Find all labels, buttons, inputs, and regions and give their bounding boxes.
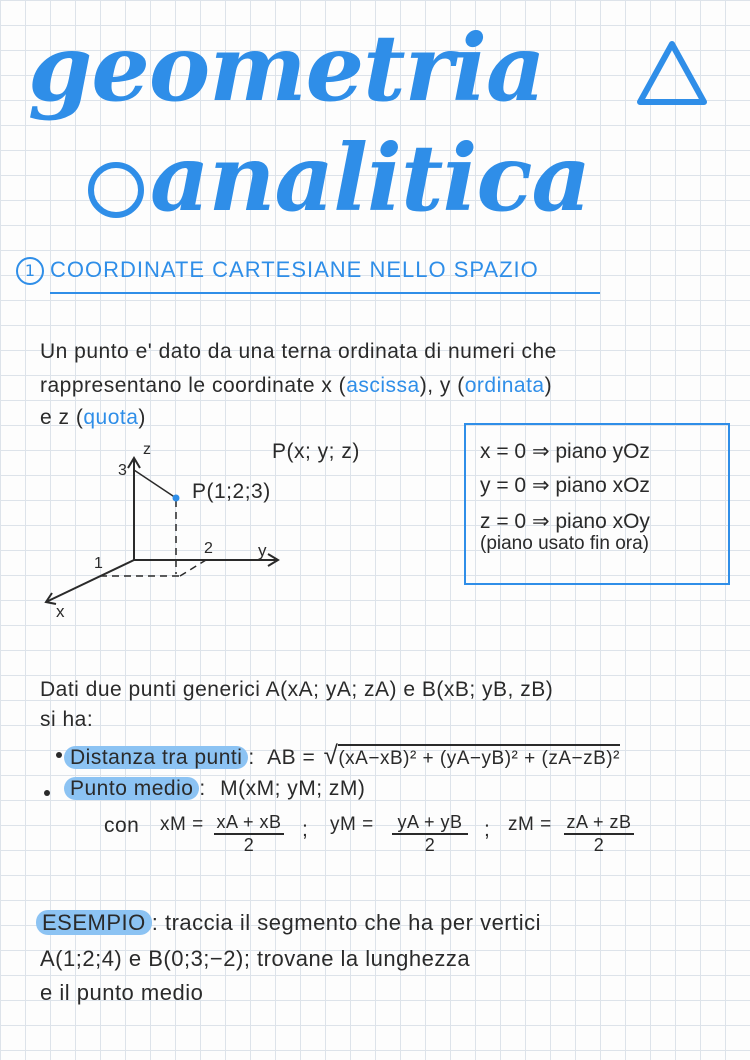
example-line-3: e il punto medio [40, 980, 204, 1005]
intro-line-2-c: ) [544, 374, 553, 397]
tick-y-2: 2 [204, 540, 214, 557]
midpoint-formula: M(xM; yM; zM) [220, 777, 366, 800]
zm-num: zA + zB [564, 812, 634, 835]
ym-den: 2 [424, 835, 436, 855]
title-line-1: geometria [28, 14, 545, 122]
section-number: 1 [16, 257, 44, 285]
plane-yoz: x = 0 ⇒ piano yOz [480, 440, 650, 463]
example-line-2: A(1;2;4) e B(0;3;−2); trovane la lunghezza [40, 946, 471, 971]
zm-fraction [564, 812, 634, 856]
bullet-distance [56, 752, 62, 758]
section-title: COORDINATE CARTESIANE NELLO SPAZIO [50, 257, 539, 282]
ym-fraction [392, 812, 468, 856]
xm-lhs: xM = [160, 814, 204, 835]
zm-lhs: zM = [508, 814, 552, 835]
plane-xoy: z = 0 ⇒ piano xOy [480, 510, 650, 533]
xm-den: 2 [243, 835, 255, 855]
plane-xoz: y = 0 ⇒ piano xOz [480, 474, 650, 497]
sqrt-icon: √ [323, 740, 339, 770]
xm-num: xA + xB [214, 812, 284, 835]
ym-num: yA + yB [392, 812, 468, 835]
ym-lhs: yM = [330, 814, 374, 835]
tick-z-3: 3 [118, 462, 128, 479]
triangle-icon [636, 38, 708, 112]
circle-icon [88, 162, 144, 218]
example-label: ESEMPIO [36, 910, 152, 935]
title-line-2: analitica [150, 124, 591, 232]
bullet-midpoint [44, 790, 50, 796]
distance-label: Distanza tra punti [64, 746, 248, 769]
plane-note: (piano usato fin ora) [480, 533, 649, 554]
tick-x-1: 1 [94, 555, 104, 572]
axes-diagram [30, 440, 330, 630]
intro-line-2-b: ), y ( [419, 374, 465, 397]
section-underline [50, 292, 600, 294]
midpoint-label: Punto medio [64, 777, 199, 800]
midpoint-colon: : [199, 777, 206, 800]
intro-line-1: Un punto e' dato da una terna ordinata di numeri che [40, 340, 557, 363]
given-line-2: si ha: [40, 708, 94, 731]
distance-lhs: AB = [267, 746, 316, 769]
intro-line-3 [40, 406, 146, 430]
zm-den: 2 [593, 835, 605, 855]
term-quota: quota [83, 406, 139, 429]
given-line-1: Dati due punti generici A(xA; yA; zA) e B(xB; yB, zB) [40, 678, 554, 701]
sep-1: ; [302, 818, 309, 841]
term-ascissa: ascissa [346, 374, 420, 397]
midpoint-row [64, 777, 365, 801]
intro-line-2-a: rappresentano le coordinate x ( [40, 374, 347, 397]
midpoint-con: con [104, 814, 140, 837]
xm-fraction [214, 812, 284, 856]
planes-box [464, 423, 730, 585]
intro-line-3-a: e z ( [40, 406, 84, 429]
distance-rhs: (xA−xB)² + (yA−yB)² + (zA−zB)² [338, 744, 620, 769]
term-ordinata: ordinata [464, 374, 545, 397]
example-line-1 [36, 910, 541, 936]
intro-line-2 [40, 374, 552, 398]
axis-x-label: x [56, 602, 65, 621]
example-line-1-rest: : traccia il segmento che ha per vertici [151, 910, 542, 935]
sep-2: ; [484, 818, 491, 841]
general-point: P(x; y; z) [272, 440, 360, 463]
axis-z-label: z [143, 441, 152, 458]
distance-row [64, 740, 620, 771]
distance-colon: : [248, 746, 255, 769]
point-label: P(1;2;3) [192, 480, 271, 503]
intro-line-3-b: ) [138, 406, 146, 429]
axis-y-label: y [258, 541, 267, 560]
